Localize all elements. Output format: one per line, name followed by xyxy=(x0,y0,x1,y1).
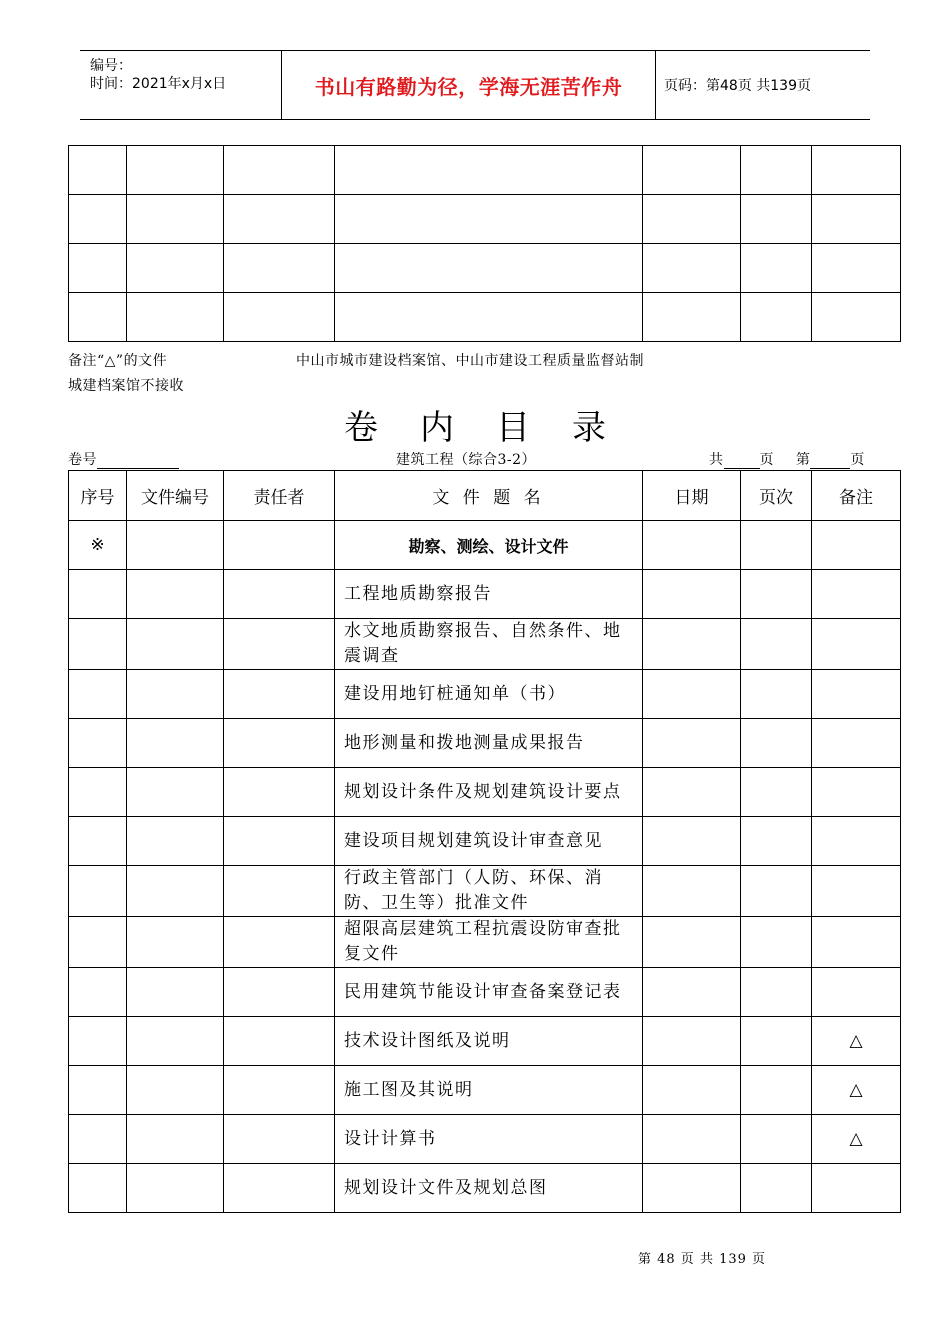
table-row xyxy=(69,146,901,195)
table-row xyxy=(69,570,901,619)
total-prefix: 共 xyxy=(709,452,724,468)
remark-cell xyxy=(812,817,901,866)
title-cell: 设计计算书 xyxy=(335,1115,643,1164)
table-row xyxy=(69,866,901,917)
time-label: 时间：2021年x月x日 xyxy=(90,76,227,92)
title-cell: 勘察、测绘、设计文件 xyxy=(335,521,643,570)
file-number-cell xyxy=(127,817,224,866)
responsible-cell xyxy=(224,619,335,670)
volume-number xyxy=(68,449,179,469)
date-cell xyxy=(643,866,741,917)
continued-table xyxy=(68,145,901,342)
file-number-cell xyxy=(127,1115,224,1164)
seq-cell xyxy=(69,619,127,670)
title-cell: 建设项目规划建筑设计审查意见 xyxy=(335,817,643,866)
seq-cell xyxy=(69,719,127,768)
pages-cell xyxy=(741,1066,812,1115)
header-motto-cell xyxy=(282,51,656,119)
table-row xyxy=(69,968,901,1017)
motto: 书山有路勤为径，学海无涯苦作舟 xyxy=(314,74,623,99)
table-row xyxy=(69,619,901,670)
remark-cell: △ xyxy=(812,1115,901,1164)
title-cell: 地形测量和拨地测量成果报告 xyxy=(335,719,643,768)
pages-cell xyxy=(741,1164,812,1213)
seq-cell xyxy=(69,670,127,719)
responsible-cell xyxy=(224,866,335,917)
seq-cell xyxy=(69,570,127,619)
pages-cell xyxy=(741,866,812,917)
pages-cell xyxy=(741,768,812,817)
table-row xyxy=(69,670,901,719)
title-cell: 建设用地钉桩通知单（书） xyxy=(335,670,643,719)
page-count xyxy=(709,449,865,469)
pages-cell xyxy=(741,917,812,968)
remark-cell xyxy=(812,670,901,719)
date-cell xyxy=(643,768,741,817)
header-row xyxy=(69,471,901,521)
table-row xyxy=(69,1017,901,1066)
remark-cell: △ xyxy=(812,1066,901,1115)
title-cell: 技术设计图纸及说明 xyxy=(335,1017,643,1066)
seq-cell xyxy=(69,768,127,817)
file-number-cell xyxy=(127,768,224,817)
remark-cell xyxy=(812,619,901,670)
responsible-cell xyxy=(224,1164,335,1213)
header-info-cell xyxy=(80,51,282,119)
seq-cell xyxy=(69,917,127,968)
responsible-cell xyxy=(224,1066,335,1115)
table-row xyxy=(69,768,901,817)
date-cell xyxy=(643,917,741,968)
seq-cell xyxy=(69,1066,127,1115)
date-cell xyxy=(643,670,741,719)
title-cell: 超限高层建筑工程抗震设防审查批复文件 xyxy=(335,917,643,968)
responsible-cell xyxy=(224,719,335,768)
seq-cell xyxy=(69,1017,127,1066)
date-cell xyxy=(643,1115,741,1164)
col-date: 日期 xyxy=(643,471,741,521)
date-cell xyxy=(643,719,741,768)
responsible-cell xyxy=(224,670,335,719)
file-number-cell xyxy=(127,917,224,968)
remark-cell xyxy=(812,866,901,917)
pages-cell xyxy=(741,1017,812,1066)
pages-cell xyxy=(741,670,812,719)
volume-blank xyxy=(97,453,179,469)
file-number-cell xyxy=(127,968,224,1017)
responsible-cell xyxy=(224,817,335,866)
header-page-cell xyxy=(656,51,870,119)
pages-cell xyxy=(741,619,812,670)
responsible-cell xyxy=(224,570,335,619)
date-cell xyxy=(643,521,741,570)
file-number-cell xyxy=(127,1017,224,1066)
seq-cell xyxy=(69,866,127,917)
table-row xyxy=(69,1115,901,1164)
table-row xyxy=(69,1164,901,1213)
title-cell: 行政主管部门（人防、环保、消防、卫生等）批准文件 xyxy=(335,866,643,917)
col-pages: 页次 xyxy=(741,471,812,521)
table-row xyxy=(69,917,901,968)
project-name: 建筑工程（综合3-2） xyxy=(396,452,537,468)
remark-cell xyxy=(812,1164,901,1213)
file-number-cell xyxy=(127,719,224,768)
nth-prefix: 第 xyxy=(795,452,811,468)
seq-cell xyxy=(69,968,127,1017)
remark-cell xyxy=(812,570,901,619)
seq-cell xyxy=(69,1164,127,1213)
file-number-cell xyxy=(127,866,224,917)
title-cell: 规划设计文件及规划总图 xyxy=(335,1164,643,1213)
seq-cell xyxy=(69,817,127,866)
remark-cell xyxy=(812,968,901,1017)
date-cell xyxy=(643,1017,741,1066)
issuer-note: 中山市城市建设档案馆、中山市建设工程质量监督站制 xyxy=(296,353,644,369)
remark-cell xyxy=(812,719,901,768)
table-row xyxy=(69,195,901,244)
page-header xyxy=(80,50,870,120)
date-cell xyxy=(643,1164,741,1213)
date-cell xyxy=(643,570,741,619)
remark-cell xyxy=(812,917,901,968)
file-number-cell xyxy=(127,1066,224,1115)
seq-cell xyxy=(69,1115,127,1164)
file-number-cell xyxy=(127,670,224,719)
title-cell: 工程地质勘察报告 xyxy=(335,570,643,619)
nth-blank xyxy=(810,453,850,469)
title-cell: 水文地质勘察报告、自然条件、地震调查 xyxy=(335,619,643,670)
page-footer: 第 48 页 共 139 页 xyxy=(638,1252,767,1267)
table-row xyxy=(69,293,901,342)
responsible-cell xyxy=(224,917,335,968)
page-unit-2: 页 xyxy=(850,452,865,468)
col-title: 文 件 题 名 xyxy=(335,471,643,521)
pages-cell xyxy=(741,968,812,1017)
catalog-table xyxy=(68,470,901,1213)
responsible-cell xyxy=(224,521,335,570)
remark-cell xyxy=(812,521,901,570)
pages-cell xyxy=(741,570,812,619)
page-unit: 页 xyxy=(759,452,774,468)
responsible-cell xyxy=(224,768,335,817)
number-label: 编号： xyxy=(90,58,132,74)
col-file-number: 文件编号 xyxy=(127,471,224,521)
file-number-cell xyxy=(127,570,224,619)
date-cell xyxy=(643,817,741,866)
title-cell: 民用建筑节能设计审查备案登记表 xyxy=(335,968,643,1017)
responsible-cell xyxy=(224,1017,335,1066)
table-row xyxy=(69,817,901,866)
total-blank xyxy=(724,453,760,469)
pages-cell xyxy=(741,1115,812,1164)
pages-cell xyxy=(741,817,812,866)
title-cell: 规划设计条件及规划建筑设计要点 xyxy=(335,768,643,817)
remark-cell xyxy=(812,768,901,817)
page-title: 卷内目录 xyxy=(344,408,648,448)
table-row xyxy=(69,521,901,570)
volume-label: 卷号 xyxy=(68,452,97,468)
responsible-cell xyxy=(224,1115,335,1164)
table-row xyxy=(69,1066,901,1115)
file-number-cell xyxy=(127,521,224,570)
date-cell xyxy=(643,1066,741,1115)
title-cell: 施工图及其说明 xyxy=(335,1066,643,1115)
date-cell xyxy=(643,619,741,670)
date-cell xyxy=(643,968,741,1017)
remark-cell: △ xyxy=(812,1017,901,1066)
seq-cell: ※ xyxy=(69,521,127,570)
col-remark: 备注 xyxy=(812,471,901,521)
table-row xyxy=(69,244,901,293)
file-number-cell xyxy=(127,1164,224,1213)
pages-cell xyxy=(741,719,812,768)
page-code: 页码：第48页 共139页 xyxy=(664,78,811,94)
responsible-cell xyxy=(224,968,335,1017)
col-seq: 序号 xyxy=(69,471,127,521)
file-number-cell xyxy=(127,619,224,670)
note-line-1: 备注“△”的文件 xyxy=(68,353,168,369)
table-row xyxy=(69,719,901,768)
note-line-2: 城建档案馆不接收 xyxy=(68,378,184,394)
pages-cell xyxy=(741,521,812,570)
col-responsible: 责任者 xyxy=(224,471,335,521)
